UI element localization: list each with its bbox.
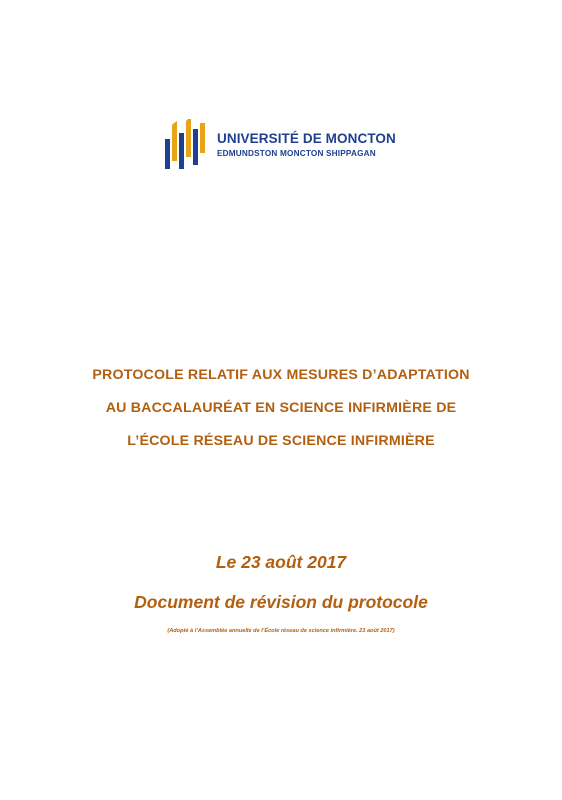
revision-document-title: Document de révision du protocole	[134, 592, 428, 612]
adoption-note: (Adopté à l’Assemblée annuelle de l’École réseau de science infirmière. 23 août 2017)	[167, 628, 395, 634]
title-line-2: AU BACCALAURÉAT EN SCIENCE INFIRMIÈRE DE	[105, 400, 457, 416]
university-campuses: EDMUNDSTON MONCTON SHIPPAGAN	[217, 149, 376, 158]
document-date: Le 23 août 2017	[215, 552, 347, 572]
university-name: UNIVERSITÉ DE MONCTON	[217, 131, 396, 146]
title-line-1: PROTOCOLE RELATIF AUX MESURES D’ADAPTATION	[92, 367, 470, 383]
document-title	[0, 359, 562, 458]
title-line-3: L’ÉCOLE RÉSEAU DE SCIENCE INFIRMIÈRE	[127, 433, 435, 449]
university-logo	[163, 119, 403, 171]
logo-text	[217, 131, 396, 159]
university-emblem-icon	[163, 119, 211, 171]
